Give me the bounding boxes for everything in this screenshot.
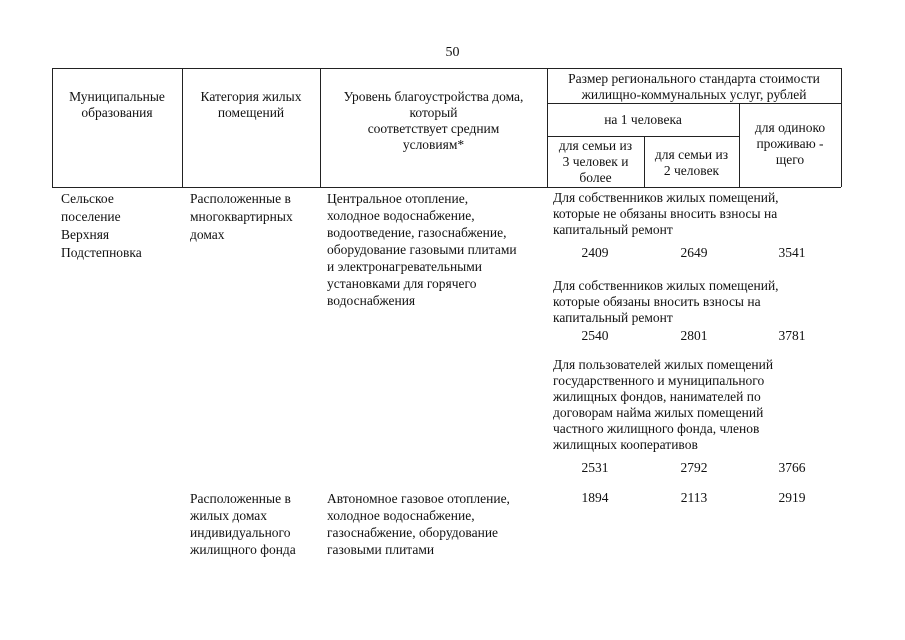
header-per-person: на 1 человека <box>604 112 682 127</box>
value-r2-fam2: 2113 <box>680 490 708 505</box>
table-left-border <box>52 68 53 187</box>
group-label-1: Для собственников жилых помещений, которые не обязаны вносить взносы на капитальный ремонт <box>553 190 779 237</box>
group-label-2: Для собственников жилых помещений, которые обязаны вносить взносы на капитальный ремонт <box>553 278 779 325</box>
header-row-split-1 <box>547 103 841 104</box>
header-family-2: для семьи из 2 человек <box>654 147 729 178</box>
header-amenity-level: Уровень благоустройства дома, который соответствует средним условиям* <box>343 89 524 152</box>
value-g1-single: 3541 <box>778 245 806 260</box>
value-g1-fam2: 2649 <box>680 245 708 260</box>
cell-category-row2: Расположенные в жилых домах индивидуального жилищного фонда <box>190 491 296 557</box>
value-g1-fam3: 2409 <box>581 245 609 260</box>
col-divider-1 <box>182 68 183 187</box>
value-r2-fam3: 1894 <box>581 490 609 505</box>
value-g2-single: 3781 <box>778 328 806 343</box>
header-municipality: Муниципальные образования <box>69 89 165 120</box>
value-g3-single: 3766 <box>778 460 806 475</box>
header-family-3: для семьи из 3 человек и более <box>558 138 633 185</box>
value-g2-fam3: 2540 <box>581 328 609 343</box>
group-label-3: Для пользователей жилых помещений государственного и муниципального жилищных фондов, нанимателей по договорам найма жилых помещений частного жилищного фонда, членов жилищных кооперативов <box>553 357 774 452</box>
value-g3-fam2: 2792 <box>680 460 708 475</box>
header-category: Категория жилых помещений <box>200 89 302 120</box>
table-top-border <box>52 68 841 69</box>
page-number: 50 <box>445 45 460 60</box>
value-g3-fam3: 2531 <box>581 460 609 475</box>
cell-level-row2: Автономное газовое отопление, холодное водоснабжение, газоснабжение, оборудование газовыми плитами <box>327 491 510 557</box>
table-right-border <box>841 68 842 187</box>
value-r2-single: 2919 <box>778 490 806 505</box>
header-bottom-border <box>52 187 841 188</box>
header-row-split-2 <box>547 136 739 137</box>
cell-level-row1: Центральное отопление, холодное водоснабжение, водоотведение, газоснабжение, оборудование газовыми плитами и электронагревательными установками для горячего водоснабжения <box>327 191 517 308</box>
header-standard-size: Размер регионального стандарта стоимости жилищно-коммунальных услуг, рублей <box>568 71 820 102</box>
value-g2-fam2: 2801 <box>680 328 708 343</box>
header-single: для одиноко проживаю - щего <box>754 120 826 167</box>
cell-municipality: Сельское поселение Верхняя Подстепновка <box>61 191 142 260</box>
cell-category-row1: Расположенные в многоквартирных домах <box>190 191 293 242</box>
